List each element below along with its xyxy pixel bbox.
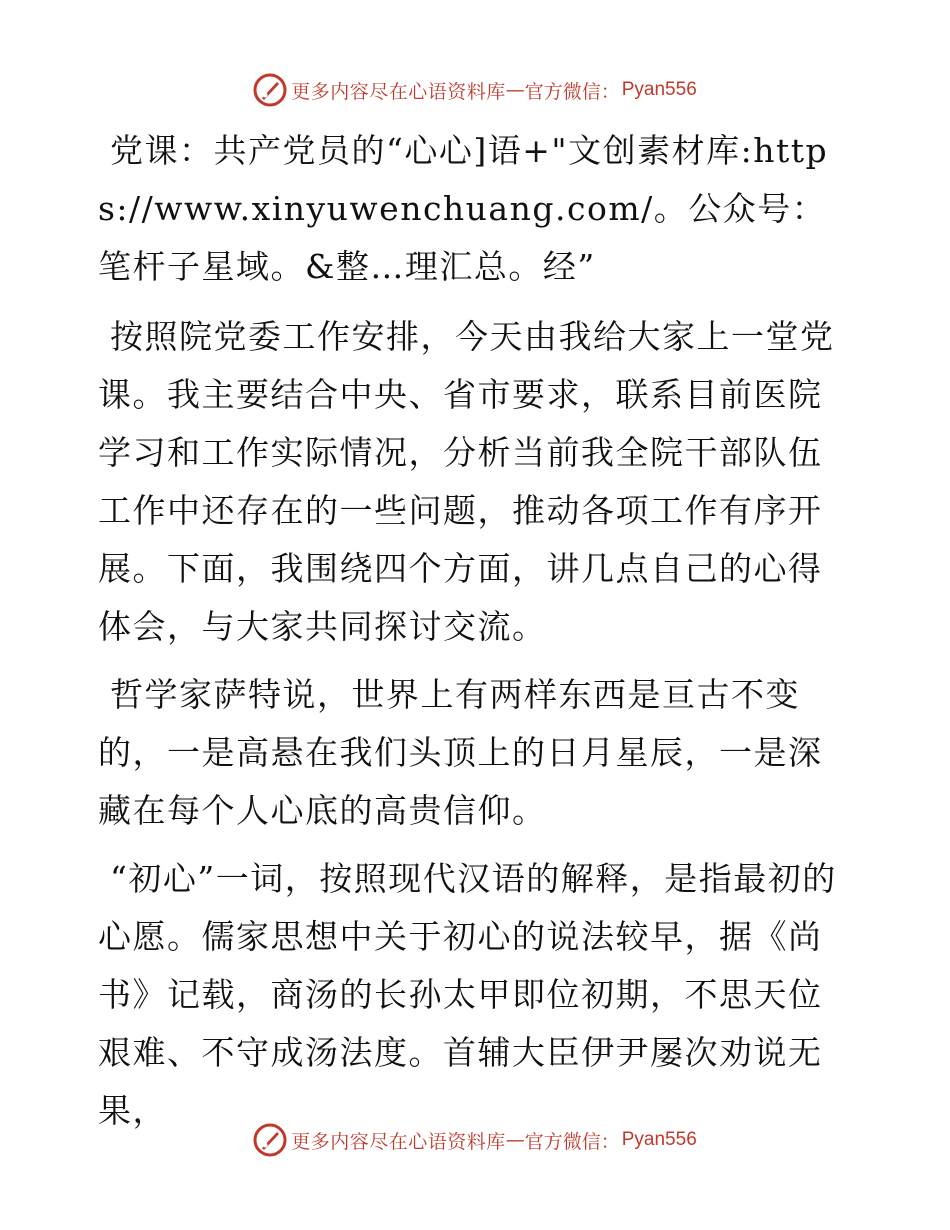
quill-logo-icon bbox=[253, 73, 287, 107]
watermark-banner-top bbox=[0, 70, 950, 110]
watermark-site-text: 更多内容尽在心语资料库 bbox=[291, 1130, 506, 1153]
document-body bbox=[98, 122, 850, 1150]
watermark-wechat-id: Pyan556 bbox=[621, 1129, 697, 1150]
watermark-wechat-id: Pyan556 bbox=[621, 79, 697, 100]
watermark-banner-bottom bbox=[0, 1120, 950, 1160]
watermark-site-text: 更多内容尽在心语资料库 bbox=[291, 80, 506, 103]
watermark-separator: — bbox=[505, 1129, 525, 1151]
quill-logo-icon bbox=[253, 1123, 287, 1157]
watermark-wechat-label: 官方微信： bbox=[524, 1130, 620, 1153]
paragraph-intro: 按照院党委工作安排，今天由我给大家上一堂党课。我主要结合中央、省市要求，联系目前医院学习和工作实际情况，分析当前我全院干部队伍工作中还存在的一些问题，推动各项工作有序开展。下面，我围绕四个方面，讲几点自己的心得体会，与大家共同探讨交流。 bbox=[98, 317, 835, 646]
watermark-separator: — bbox=[505, 79, 525, 101]
watermark-wechat-label: 官方微信： bbox=[524, 80, 620, 103]
paragraph-sartre-quote: 哲学家萨特说，世界上有两样东西是亘古不变的，一是高悬在我们头顶上的日月星辰，一是深藏在每个人心底的高贵信仰。 bbox=[98, 675, 823, 830]
paragraph-chuxin: “初心”一词，按照现代汉语的解释，是指最初的心愿。儒家思想中关于初心的说法较早，据《尚书》记载，商汤的长孙太甲即位初期，不思天位艰难、不守成汤法度。首辅大臣伊尹屡次劝说无果， bbox=[98, 859, 837, 1130]
paragraph-title: 党课：共产党员的“心心]语+"文创素材库:https://www.xinyuwenchuang.com/。公众号：笔杆子星域。&整…理汇总。经” bbox=[98, 131, 829, 286]
